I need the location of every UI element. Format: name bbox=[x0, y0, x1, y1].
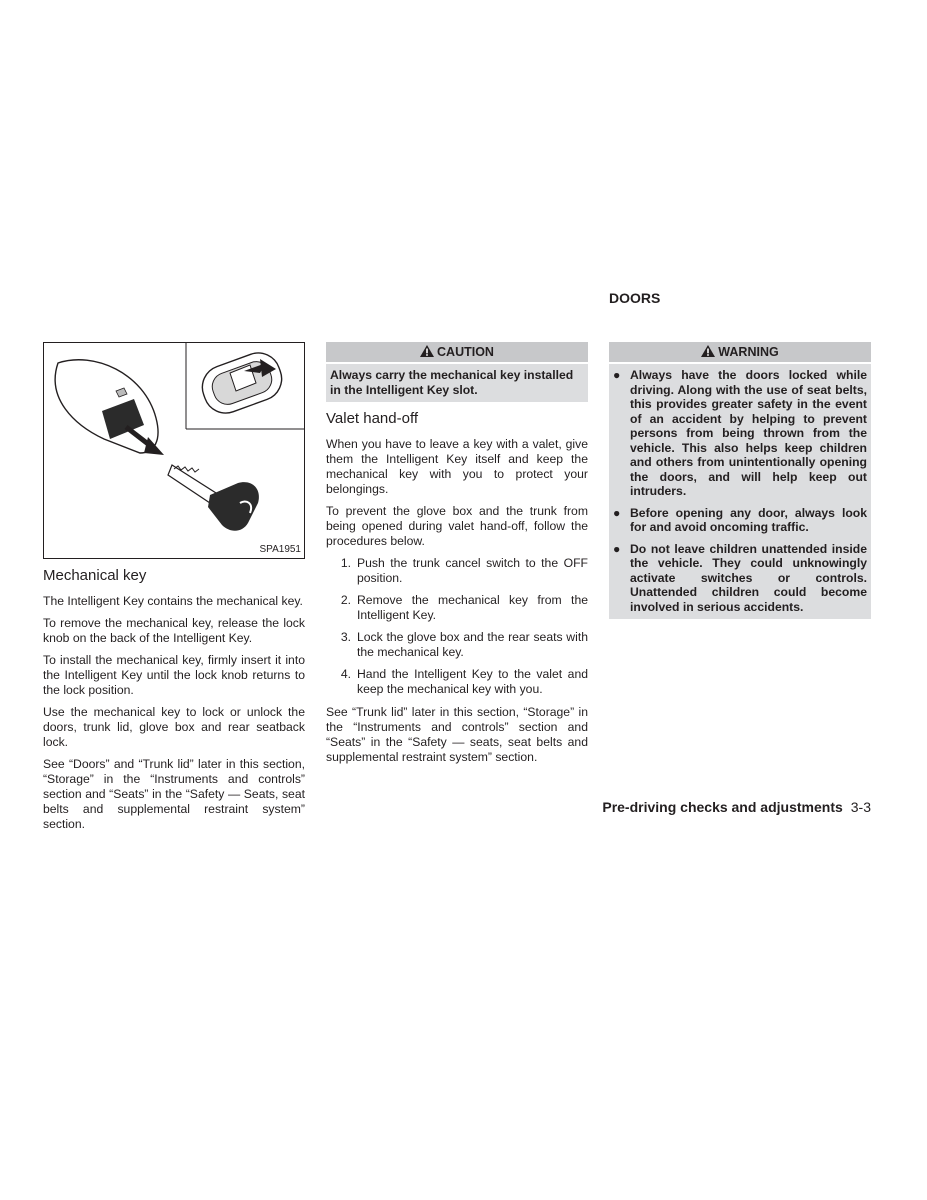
list-item: ● Before opening any door, always look for and avoid oncoming traffic. bbox=[613, 505, 867, 534]
heading-mechanical-key: Mechanical key bbox=[43, 567, 147, 584]
caution-text: Always carry the mechanical key installed in the Intelligent Key slot. bbox=[326, 364, 588, 402]
paragraph: Use the mechanical key to lock or unlock the doors, trunk lid, glove box and rear seatback lock. bbox=[43, 705, 305, 749]
paragraph: See “Trunk lid” later in this section, “Storage” in the “Instruments and controls” section and “Seats” in the “Safety — seats, seat belts and supplemental restraint system” section. bbox=[326, 705, 588, 764]
heading-valet-hand-off: Valet hand-off bbox=[326, 410, 419, 427]
paragraph: See “Doors” and “Trunk lid” later in this section, “Storage” in the “Instruments and controls” section and “Seats” in the “Safety — Seats, seat belts and supplemental restraint system” section. bbox=[43, 757, 305, 831]
paragraph: To prevent the glove box and the trunk from being opened during valet hand-off, follow the procedures below. bbox=[326, 504, 588, 548]
list-item: 3. Lock the glove box and the rear seats with the mechanical key. bbox=[340, 630, 588, 659]
caution-header bbox=[326, 342, 588, 364]
list-item: 4. Hand the Intelligent Key to the valet and keep the mechanical key with you. bbox=[340, 667, 588, 696]
procedure-steps bbox=[326, 556, 588, 697]
paragraph: To install the mechanical key, firmly insert it into the Intelligent Key until the lock knob returns to the lock position. bbox=[43, 653, 305, 697]
list-item: 1. Push the trunk cancel switch to the OFF position. bbox=[340, 556, 588, 585]
paragraph: The Intelligent Key contains the mechanical key. bbox=[43, 594, 303, 608]
list-item: ● Do not leave children unattended inside the vehicle. They could unknowingly activate switches or controls. Unattended children could become involved in serious accidents. bbox=[613, 541, 867, 614]
key-illustration bbox=[43, 342, 305, 559]
warning-label: WARNING bbox=[718, 345, 779, 359]
footer-title: Pre-driving checks and adjustments bbox=[602, 799, 843, 815]
warning-body bbox=[609, 364, 871, 619]
warning-list bbox=[613, 368, 867, 614]
bullet-icon: ● bbox=[613, 505, 621, 520]
column-valet bbox=[326, 342, 588, 772]
figure-code: SPA1951 bbox=[259, 544, 301, 555]
list-item: ● Always have the doors locked while driving. Along with the use of seat belts, this provides greater safety in the event of an accident by helping to prevent persons from being thrown from the vehicle. This also helps keep children and others from unintentionally opening the doors, and will help keep out intruders. bbox=[613, 368, 867, 498]
warning-triangle-icon bbox=[701, 345, 715, 357]
paragraph: To remove the mechanical key, release the lock knob on the back of the Intelligent Key. bbox=[43, 616, 305, 645]
caution-label: CAUTION bbox=[437, 345, 494, 359]
bullet-icon: ● bbox=[613, 541, 621, 556]
column-mechanical-key bbox=[43, 342, 305, 839]
list-item: 2. Remove the mechanical key from the Intelligent Key. bbox=[340, 593, 588, 622]
column-doors bbox=[609, 342, 871, 619]
page-number: 3-3 bbox=[850, 799, 871, 815]
paragraph: When you have to leave a key with a valet, give them the Intelligent Key itself and keep the mechanical key with you to protect your belongings. bbox=[326, 437, 588, 496]
mechanical-key-drawing bbox=[44, 343, 304, 558]
caution-box bbox=[326, 342, 588, 402]
warning-triangle-icon bbox=[420, 345, 434, 357]
warning-header bbox=[609, 342, 871, 364]
warning-box bbox=[609, 342, 871, 619]
section-title: DOORS bbox=[609, 290, 661, 306]
bullet-icon: ● bbox=[613, 368, 621, 382]
page-footer bbox=[602, 799, 871, 815]
